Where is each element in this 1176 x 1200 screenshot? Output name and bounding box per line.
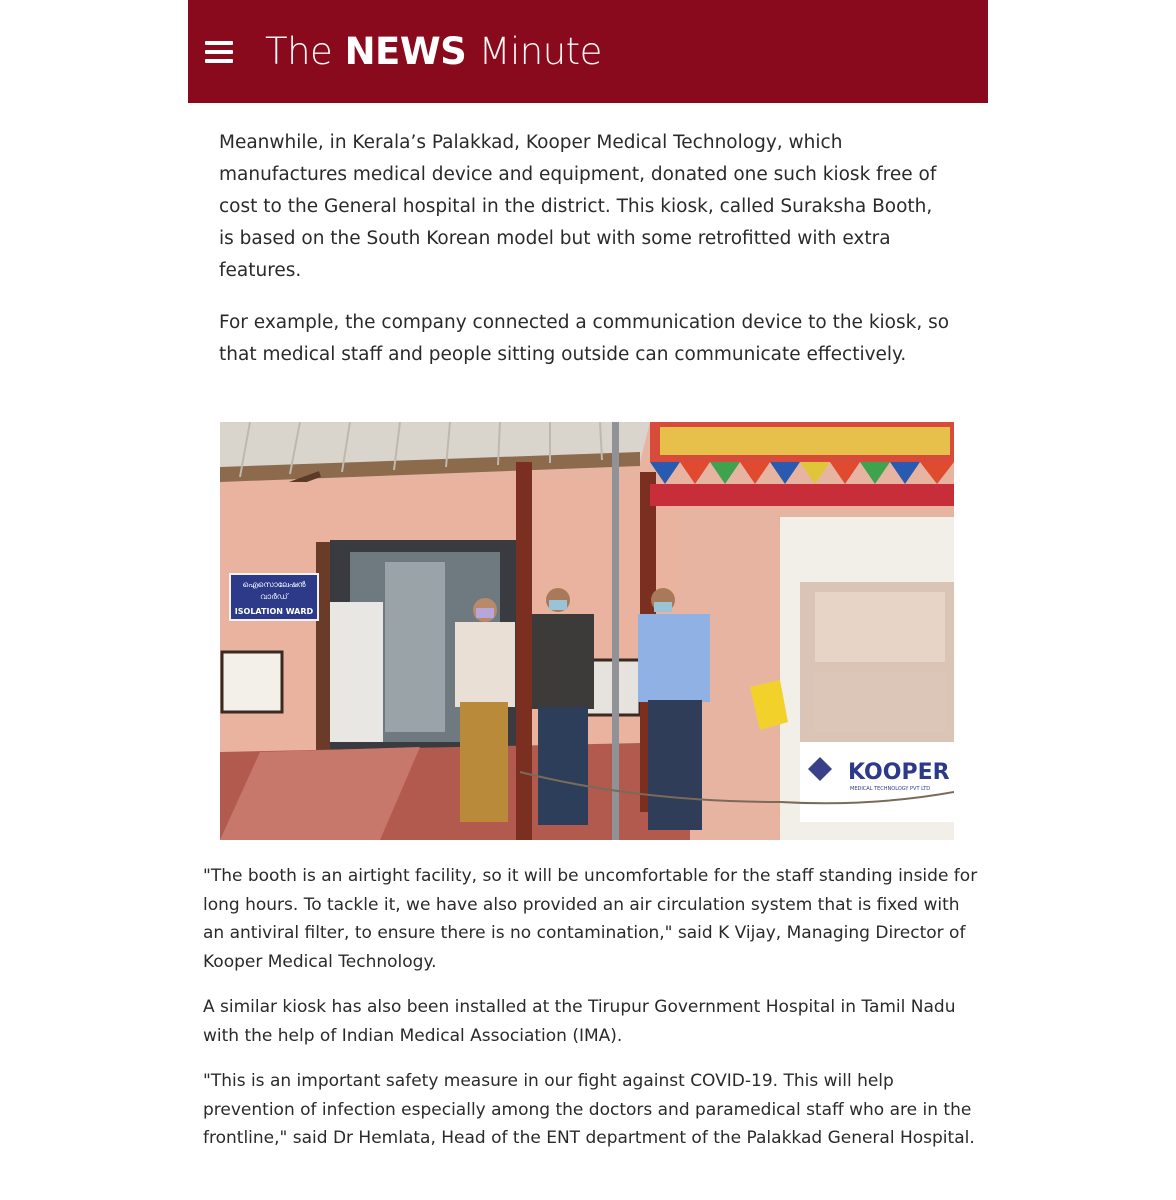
article-paragraph-1: Meanwhile, in Kerala’s Palakkad, Kooper Medical Technology, which manufactures medical device and equipment, donated one such kiosk free of cost to the General hospital in the district. This kiosk, called Suraksha Booth, is based on the South Korean model but with some retrofitted with extra features. [219,132,937,281]
logo-minute: Minute [478,30,602,73]
sign-isolation-ward: ISOLATION WARD [234,607,314,616]
kiosk-brand: KOOPER [848,760,950,785]
article-paragraph-3: "The booth is an airtight facility, so it will be uncomfortable for the staff standing inside for long hours. To tackle it, we have also provided an air circulation system that is fixed with an antiviral filter, to ensure there is no contamination," said K Vijay, Managing Director of Kooper Medical Technology. [203,866,978,973]
article-paragraph-4: A similar kiosk has also been installed at the Tirupur Government Hospital in Tamil Nadu with the help of Indian Medical Association (IMA). [203,997,956,1046]
site-header [188,0,988,103]
article-paragraph-5: "This is an important safety measure in our fight against COVID-19. This will help prevention of infection especially among the doctors and paramedical staff who are in the frontline," said Dr Hemlata, Head of the ENT department of the Palakkad General Hospital. [203,1071,975,1149]
logo-the: The [265,30,333,73]
site-logo[interactable] [265,30,602,74]
kiosk-brand-sub: MEDICAL TECHNOLOGY PVT LTD [850,786,931,792]
article-paragraph-2: For example, the company connected a communication device to the kiosk, so that medical staff and people sitting outside can communicate effectively. [219,312,950,365]
sign-malayalam-line1: ഐസൊലേഷൻ [242,580,306,589]
logo-news: NEWS [344,30,467,73]
hamburger-menu-icon[interactable] [205,41,233,63]
sign-malayalam-line2: വാർഡ് [260,592,288,601]
article-photo [220,422,954,840]
